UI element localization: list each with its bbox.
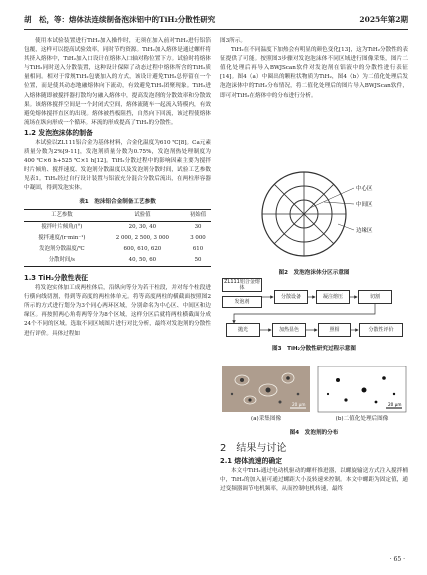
table-cell: 50 bbox=[185, 255, 211, 267]
section-heading-1-3: 1.3 TiH₂分散性表征 bbox=[24, 274, 89, 283]
paragraph: 使用本试验装置进行TiH₂加入操作时，无须在加入前对TiH₂进行铝箔包覆，这样可以提高试验效率，同时节约资源。TiH₂加入熔体是通过螺杆将其挤入熔体中，TiH₂加入口设计在熔体入口轴对称位置下方。试验时将熔体与TiH₂同时送入分散装置，这种设计保障了动态过程中熔体所含的TiH₂质量相同。相对于常规TiH₂包裹加入的方式，该设计避免TiH₂总停留在一个位置，而是使其动态地融熔体向下流动，有效避免TiH₂团聚现象。TiH₂进入熔体随即被搅拌器打散均匀融入熔体中，提高发泡剂的分散效率和分散效果。该熔体搅拌空间是一个封闭式空间，熔体流随车一起流入铸模内，有效避免熔体搅拌直区的出现。熔体被挡板阻挡，自然向下回流，该过程使熔体流场在纵向形成一个循环。环流的形成提高了TiH₂的分散性。 bbox=[24, 38, 211, 126]
header-rule bbox=[24, 29, 408, 30]
flow-box-melt: ZL111铝合金熔体 bbox=[222, 278, 262, 292]
paragraph: 本试验以ZL111铝合金为基体材料，合金化温度为610 ℃[8]。Ca元素质量分数为2%[9-11]，发泡剂质量分数为0.75%，发泡剂热处理制度为400 ℃×6 h+525 ℃×1 h[12]。TiH₂分散过程中的影响因素主要为搅拌时片倾角、搅拌速度、发泡剂分散温度以及发泡剂分散时间，试验工艺参数见表1。TiH₂经过自行设计装置与铝液充分混合分散后流出，在两柱形容器中凝固，得到发泡实体。 bbox=[24, 139, 211, 192]
figure-3 bbox=[220, 276, 408, 364]
table-cell: 发泡剂分散温度/℃ bbox=[39, 245, 85, 252]
flow-box-foaming-agent: 发泡剂 bbox=[222, 296, 262, 308]
figure-4b-caption: (b)二值化处理后图像 bbox=[335, 416, 389, 422]
left-column bbox=[24, 37, 211, 339]
header-title: 胡 松，等：熔体法连续制备泡沫铝中的TiH₂分散性研究 bbox=[24, 15, 216, 24]
table-1 bbox=[24, 209, 211, 267]
paragraph: 本文中TiH₂通过电动机驱动的螺杆推进器，以螺旋输送方式注入搅拌桶中，TiH₂的加入量可通过螺距大小及转速来控制。本文中螺距为固定值，通过变频器调节电机频率，从而控制电机转速，最终 bbox=[220, 468, 408, 493]
scale-bar-b: 20 μm bbox=[388, 402, 402, 407]
header-issue: 2025年第2期 bbox=[359, 15, 408, 24]
table-row bbox=[24, 255, 211, 267]
figure-4-images bbox=[220, 366, 408, 414]
table-cell: 40, 50, 60 bbox=[100, 255, 185, 267]
table-cell: 610 bbox=[192, 245, 204, 252]
figure-2 bbox=[220, 166, 408, 274]
figure-4 bbox=[220, 366, 408, 428]
table-row bbox=[24, 233, 211, 244]
figure-4-caption: 图4 发泡剂的分布 bbox=[289, 430, 339, 436]
zone-label-center: 中心区 bbox=[356, 186, 373, 192]
figure-2-caption: 图2 发泡泡沫体分区示意图 bbox=[278, 270, 350, 276]
table-cell: 分散时间/s bbox=[24, 255, 100, 267]
table-cell: 搅拌叶片倾角/(°) bbox=[41, 223, 83, 230]
figure-4a-caption: (a)采集图像 bbox=[250, 416, 282, 422]
zone-diagram bbox=[220, 166, 408, 264]
table-cell: 2 000, 2 500, 3 000 bbox=[115, 234, 169, 241]
zone-label-edge: 边缘区 bbox=[356, 228, 373, 234]
running-header bbox=[24, 14, 408, 28]
flow-box-dispersion-device: 分散设备 bbox=[274, 290, 308, 304]
zone-label-middle: 中间区 bbox=[356, 202, 373, 208]
flow-box-polishing: 抛光 bbox=[226, 323, 260, 337]
flow-box-photograph: 照相 bbox=[318, 323, 351, 337]
table-row bbox=[24, 244, 211, 255]
scale-bar-a: 20 μm bbox=[292, 402, 306, 407]
section-heading-2-1: 2.1 熔体流速的确定 bbox=[220, 457, 282, 465]
table-header: 试验值 bbox=[100, 209, 185, 221]
figure-3-caption: 图3 TiH₂分散性研究过程示意图 bbox=[272, 346, 356, 352]
paragraph: 将发泡实体加工成两柱体后，沿纵向等分为若干柱段，并对每个柱段进行横向线切割，得到等高度的两柱体单元。将等高度两柱的横截面按照图2所示的方式进行划分为3个同心两环区域，分别命名为中心区、中间区和边缘区。再按照两心角将两等分为8个区域，这样分区后就将两柱横截面分成24个不同的区域。选取不同区域图片进行对比分析，最终对发泡剂的分散性进行评价。具体过程如 bbox=[24, 285, 211, 337]
table-header: 初始值 bbox=[185, 209, 211, 221]
table-cell: 600, 610, 620 bbox=[123, 245, 162, 252]
table-cell: 30 bbox=[194, 223, 202, 230]
table-1-title: 表1 泡沫铝合金制备工艺参数 bbox=[79, 198, 156, 205]
table-row bbox=[24, 221, 211, 233]
table-cell: 20, 30, 40 bbox=[128, 223, 157, 230]
flow-box-heating: 加热显色 bbox=[272, 323, 306, 337]
page-number: · 65 · bbox=[389, 556, 405, 563]
right-column-bottom bbox=[220, 442, 408, 494]
table-cell: 搅拌速度/(r·min⁻¹) bbox=[38, 234, 86, 241]
paragraph: TiH₂在不同温度下加热会有明显的颜色变化[13]，这为TiH₂分散性的表征提供了可能。按照图3步骤对发泡泡沫体不同区域进行图像采集，图片二值化处理后再导入BWJScan软件对发泡剂在铝液中的分散性进行表征[14]。图4（a）中圈出的颗粒状物质为TiH₂，图4（b）为二值化处理后发泡泡沫体中的TiH₂分布情况，将二值化处理后的图片导入BWJScan软件，即可对TiH₂在熔体中的分布进行分析。 bbox=[220, 47, 408, 99]
flow-box-evaluation: 分散性评价 bbox=[359, 323, 403, 337]
paragraph: 图3所示。 bbox=[220, 38, 246, 44]
table-header: 工艺参数 bbox=[24, 209, 100, 221]
flow-box-cutting: 切割 bbox=[358, 290, 392, 304]
section-heading-1-2: 1.2 发泡泡沫体的制备 bbox=[24, 128, 93, 137]
right-column-top bbox=[220, 37, 408, 101]
section-heading-2: 2 结果与讨论 bbox=[220, 443, 287, 454]
flow-box-casting: 凝注熔压 bbox=[316, 290, 350, 304]
table-cell: 3 000 bbox=[190, 234, 206, 241]
